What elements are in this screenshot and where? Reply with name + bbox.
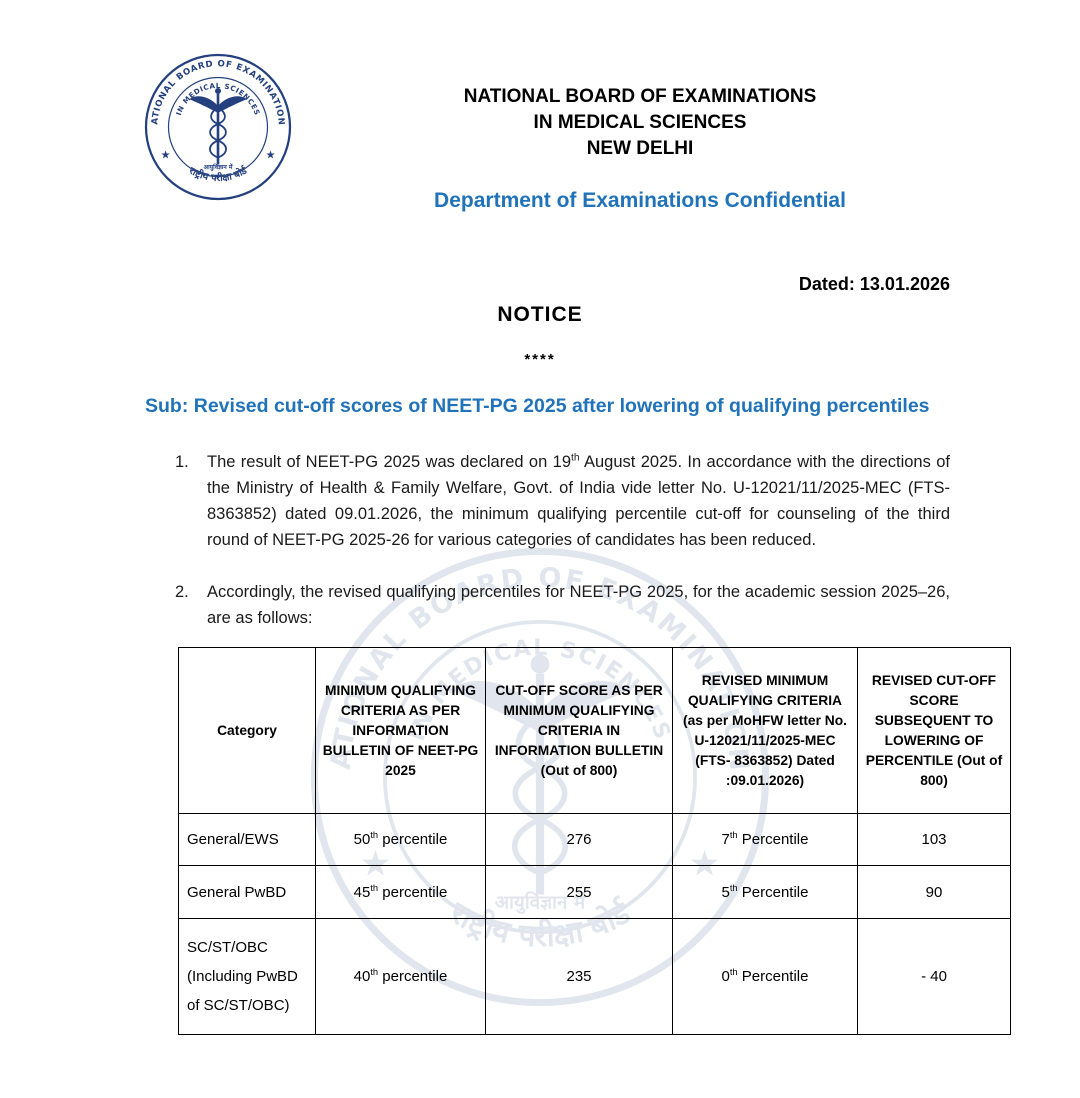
subject-line [145,390,965,423]
cell-revised-criteria: 5th Percentile [673,866,858,919]
table-header-row [179,648,1011,814]
superscript: th [729,882,738,893]
org-name-line3: NEW DELHI [586,138,694,159]
superscript: th [729,967,738,977]
nbe-seal-logo [143,52,293,202]
cell-category: SC/ST/OBC (Including PwBD of SC/ST/OBC) [179,919,316,1035]
col-header-cutoff-score: CUT-OFF SCORE AS PER MINIMUM QUALIFYING CRITERIA IN INFORMATION BULLETIN (Out of 800) [486,648,673,814]
table-row-general-ews [179,814,1011,866]
list-item-2 [175,579,950,631]
superscript: th [370,882,379,893]
cell-min-criteria: 50th percentile [316,814,486,866]
col-header-revised-cutoff: REVISED CUT-OFF SCORE SUBSEQUENT TO LOWERING OF PERCENTILE (Out of 800) [858,648,1011,814]
department-title: Department of Examinations Confidential [434,189,846,212]
cell-revised-criteria: 0th Percentile [673,919,858,1035]
subject-text: Revised cut-off scores of NEET-PG 2025 after lowering of qualifying percentiles [193,395,930,417]
col-header-min-criteria: MINIMUM QUALIFYING CRITERIA AS PER INFORMATION BULLETIN OF NEET-PG 2025 [316,648,486,814]
cell-revised-cutoff: 103 [858,814,1011,866]
org-name-line2: IN MEDICAL SCIENCES [533,112,747,133]
col-header-category: Category [179,648,316,814]
list-number: 2. [175,583,189,601]
cell-category: General PwBD [179,866,316,919]
superscript: th [370,830,379,840]
superscript: th [729,830,738,840]
table-row-general-pwbd [179,866,1011,919]
cell-category: General/EWS [179,814,316,866]
col-header-revised-criteria: REVISED MINIMUM QUALIFYING CRITERIA (as per MoHFW letter No. U-12021/11/2025-MEC (FTS- 8363852) Dated :09.01.2026) [673,648,858,814]
table-row-sc-st-obc [179,919,1011,1035]
cell-revised-cutoff: - 40 [858,919,1011,1035]
paragraph-2-text: Accordingly, the revised qualifying percentiles for NEET-PG 2025, for the academic session 2025–26, are as follows: [207,583,950,627]
subject-label: Sub: [145,395,189,417]
cell-cutoff-score: 255 [486,866,673,919]
cell-cutoff-score: 235 [486,919,673,1035]
superscript: th [370,967,379,977]
cell-revised-criteria: 7th Percentile [673,814,858,866]
stars-separator: **** [524,351,556,368]
org-name-line1: NATIONAL BOARD OF EXAMINATIONS [463,86,817,107]
dated-line: Dated: 13.01.2026 [798,274,950,294]
list-item-1 [175,449,950,553]
cell-cutoff-score: 276 [486,814,673,866]
cell-revised-cutoff: 90 [858,866,1011,919]
notice-title: NOTICE [497,303,583,326]
paragraph-1-text: The result of NEET-PG 2025 was declared on 19th August 2025. In accordance with the directions of the Ministry of Health & Family Welfare, Govt. of India vide letter No. U-12021/11/2025-MEC (FTS- 8363852) dated 09.01.2026, the minimum qualifying percentile cut-off for counseling of the third round of NEET-PG 2025-26 for various categories of candidates has been reduced. [207,452,950,549]
cell-min-criteria: 40th percentile [316,919,486,1035]
cell-min-criteria: 45th percentile [316,866,486,919]
cutoff-table [178,647,1011,1035]
superscript: th [571,452,580,464]
list-number: 1. [175,453,189,471]
